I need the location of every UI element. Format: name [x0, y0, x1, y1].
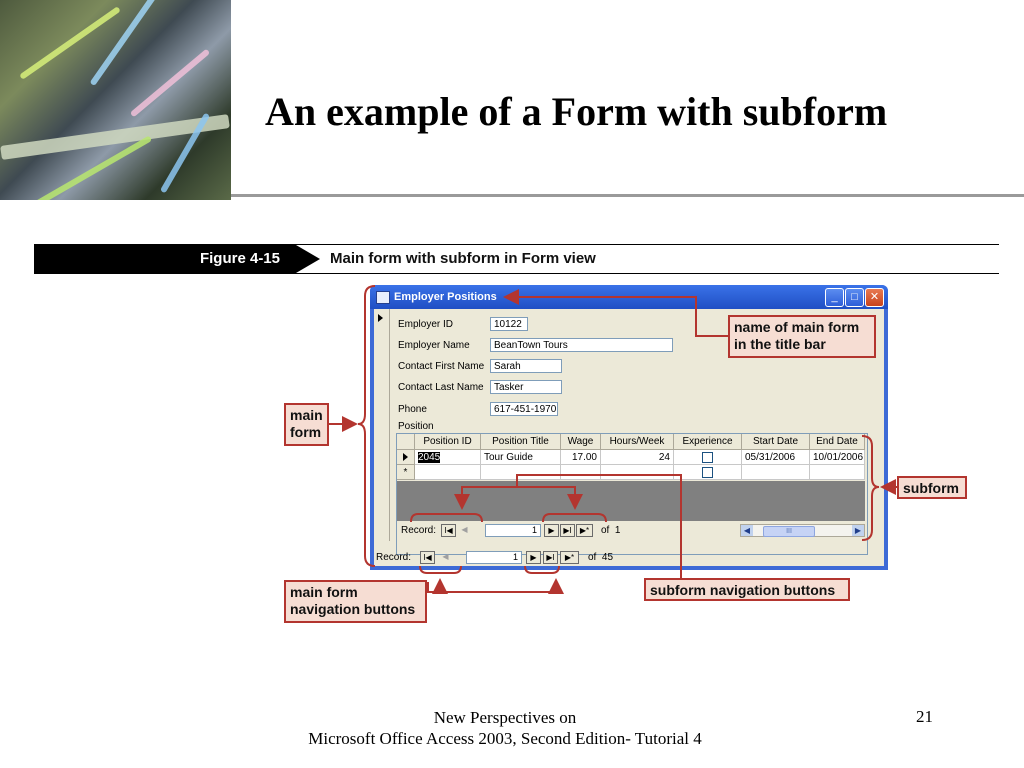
- callout-subform-navigation: subform navigation buttons: [644, 578, 850, 601]
- subform-record-number-input[interactable]: 1: [485, 524, 541, 537]
- table-cell-hours-week[interactable]: 24: [601, 450, 674, 465]
- window-title-bar[interactable]: [370, 285, 888, 309]
- new-cell-position-id[interactable]: [415, 465, 481, 480]
- column-header-position-id[interactable]: Position ID: [415, 434, 481, 450]
- main-first-record-button[interactable]: I◀: [420, 551, 435, 564]
- subform-horizontal-scrollbar[interactable]: [740, 524, 865, 537]
- phone-field[interactable]: 617-451-1970: [490, 402, 558, 416]
- new-cell-wage[interactable]: [561, 465, 601, 480]
- table-cell-experience[interactable]: [674, 450, 742, 465]
- scroll-thumb[interactable]: [763, 526, 815, 537]
- new-cell-end-date[interactable]: [810, 465, 865, 480]
- close-button[interactable]: ✕: [865, 288, 884, 307]
- current-record-icon: [378, 314, 383, 322]
- callout-main-form-line2: form: [290, 424, 322, 440]
- main-record-label: Record:: [376, 552, 412, 563]
- select-all-corner[interactable]: [397, 434, 415, 450]
- main-previous-record-button[interactable]: ◀: [442, 552, 449, 561]
- footer-line-1: New Perspectives on: [433, 708, 577, 727]
- subform-next-record-button[interactable]: ▶: [544, 524, 559, 537]
- table-cell-position-title[interactable]: Tour Guide: [481, 450, 561, 465]
- selected-value: 2045: [418, 452, 441, 463]
- minimize-button[interactable]: _: [825, 288, 844, 307]
- current-row-icon: [403, 453, 408, 461]
- new-experience-checkbox[interactable]: [702, 467, 713, 478]
- figure-label-box: [34, 245, 296, 273]
- column-header-start-date[interactable]: Start Date: [742, 434, 810, 450]
- decorative-photo: [0, 0, 231, 200]
- maximize-button[interactable]: □: [845, 288, 864, 307]
- subform-datasheet: [396, 433, 868, 555]
- scroll-left-icon[interactable]: ◀: [741, 525, 753, 536]
- callout-subform: subform: [897, 476, 967, 499]
- new-cell-start-date[interactable]: [742, 465, 810, 480]
- employer-name-label: Employer Name: [398, 340, 470, 351]
- column-header-experience[interactable]: Experience: [674, 434, 742, 450]
- experience-checkbox[interactable]: [702, 452, 713, 463]
- callout-title-bar-line1: name of main form: [734, 319, 860, 335]
- callout-main-nav-line1: main form: [290, 584, 358, 600]
- contact-first-name-field[interactable]: Sarah: [490, 359, 562, 373]
- footer-line-2: Microsoft Office Access 2003, Second Edition- Tutorial 4: [308, 729, 702, 748]
- subform-navigation-bar: [401, 524, 741, 538]
- callout-main-form-navigation: [284, 580, 427, 623]
- callout-main-nav-line2: navigation buttons: [290, 601, 416, 617]
- new-row-selector[interactable]: *: [397, 465, 415, 480]
- table-cell-start-date[interactable]: 05/31/2006: [742, 450, 810, 465]
- slide-footer: [270, 707, 740, 749]
- window-title: Employer Positions: [394, 291, 497, 303]
- column-header-hours-week[interactable]: Hours/Week: [601, 434, 674, 450]
- subform-first-record-button[interactable]: I◀: [441, 524, 456, 537]
- callout-main-form-line1: main: [290, 407, 323, 423]
- table-cell-position-id[interactable]: [415, 450, 481, 465]
- figure-caption-bar: [34, 244, 999, 274]
- new-cell-hours-week[interactable]: [601, 465, 674, 480]
- main-form-navigation-bar: [376, 551, 676, 565]
- employer-id-label: Employer ID: [398, 319, 454, 330]
- employer-name-field[interactable]: BeanTown Tours: [490, 338, 673, 352]
- main-record-count: of 45: [588, 552, 614, 563]
- contact-first-name-label: Contact First Name: [398, 361, 485, 372]
- subform-record-count: of 1: [601, 525, 621, 536]
- column-header-position-title[interactable]: Position Title: [481, 434, 561, 450]
- figure-caption: Main form with subform in Form view: [330, 250, 596, 267]
- callout-main-form: [284, 403, 329, 446]
- position-label: Position: [398, 421, 434, 432]
- main-next-record-button[interactable]: ▶: [526, 551, 541, 564]
- callout-title-bar: [728, 315, 876, 358]
- table-cell-end-date[interactable]: 10/01/2006: [810, 450, 865, 465]
- table-cell-wage[interactable]: 17.00: [561, 450, 601, 465]
- contact-last-name-field[interactable]: Tasker: [490, 380, 562, 394]
- main-record-number-input[interactable]: 1: [466, 551, 522, 564]
- column-header-end-date[interactable]: End Date: [810, 434, 865, 450]
- phone-label: Phone: [398, 404, 427, 415]
- subform-record-label: Record:: [401, 525, 437, 536]
- scroll-thumb-grip: III: [786, 528, 792, 535]
- scroll-right-icon[interactable]: ▶: [852, 525, 864, 536]
- figure-arrow-icon: [296, 245, 320, 273]
- new-cell-position-title[interactable]: [481, 465, 561, 480]
- title-divider: [231, 194, 1024, 197]
- slide-title: An example of a Form with subform: [265, 89, 888, 134]
- column-header-wage[interactable]: Wage: [561, 434, 601, 450]
- callout-title-bar-line2: in the title bar: [734, 336, 826, 352]
- main-new-record-button[interactable]: ▶*: [560, 551, 579, 564]
- record-selector[interactable]: [374, 309, 390, 541]
- employer-id-field[interactable]: 10122: [490, 317, 528, 331]
- subform-new-record-button[interactable]: ▶*: [576, 524, 593, 537]
- page-number: 21: [916, 707, 933, 726]
- contact-last-name-label: Contact Last Name: [398, 382, 484, 393]
- subform-previous-record-button[interactable]: ◀: [461, 525, 468, 534]
- row-selector[interactable]: [397, 450, 415, 465]
- subform-last-record-button[interactable]: ▶I: [560, 524, 575, 537]
- form-icon: [376, 291, 390, 304]
- figure-label: Figure 4-15: [199, 250, 280, 267]
- new-cell-experience[interactable]: [674, 465, 742, 480]
- main-last-record-button[interactable]: ▶I: [543, 551, 558, 564]
- subform-empty-area: [397, 481, 865, 521]
